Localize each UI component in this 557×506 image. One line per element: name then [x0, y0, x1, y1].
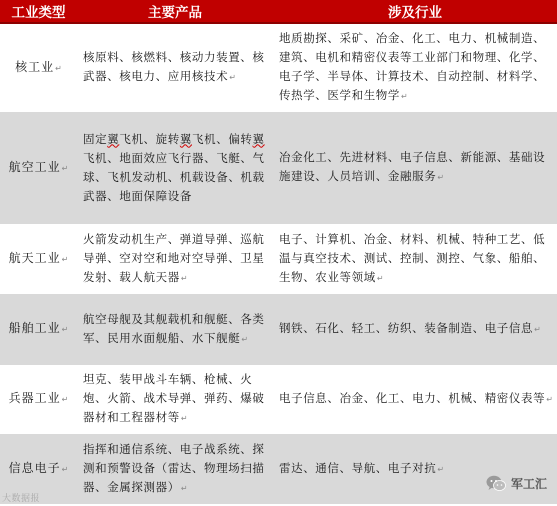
cell-end-mark-icon: ↵ [61, 254, 69, 264]
products-text: 指挥和通信系统、电子战系统、探测和预警设备（雷达、物理场扫描器、金属探测器） [83, 442, 265, 495]
products-text: 坦克、装甲战斗车辆、枪械、火炮、火箭、战术导弹、弹药、爆破器材和工程器材等 [83, 372, 265, 424]
industry-type-text: 信息电子 [8, 461, 61, 476]
industries-text: 地质勘探、采矿、冶金、化工、电力、机械制造、建筑、电机和精密仪表等工业部门和物理、化学、电子学、半导体、计算技术、自动控制、材料学、传热学、医学和生物学 [279, 31, 546, 103]
industry-type-text: 船舶工业 [8, 321, 61, 335]
industries-cell [273, 364, 557, 434]
products-cell [77, 112, 273, 223]
industry-type-cell [0, 23, 77, 112]
table-row [0, 23, 557, 112]
table-row [0, 112, 557, 223]
cell-end-mark-icon: ↵ [180, 414, 188, 423]
header-industry-type: 工业类型 [0, 0, 77, 23]
cell-end-mark-icon: ↵ [61, 163, 69, 173]
industries-cell [273, 112, 557, 223]
cell-end-mark-icon: ↵ [376, 273, 384, 283]
table-row [0, 223, 557, 294]
watermark-brand-text: 军工汇 [510, 477, 547, 491]
cell-end-mark-icon: ↵ [61, 325, 69, 334]
cell-end-mark-icon: ↵ [180, 484, 188, 494]
products-cell [77, 364, 273, 434]
watermark-left: 大数据报 [2, 494, 41, 504]
industries-text: 钢铁、石化、轻工、纺织、装备制造、电子信息 [279, 321, 534, 335]
header-main-products: 主要产品 [77, 0, 273, 23]
spell-check-mark: 翼 [107, 131, 120, 146]
products-text: 航空母舰及其舰载机和舰艇、各类军、民用水面舰船、水下舰艇 [83, 311, 265, 345]
wechat-icon [486, 475, 506, 492]
industries-text: 雷达、通信、导航、电子对抗 [279, 461, 437, 476]
industries-cell [273, 23, 557, 112]
watermark-right [486, 475, 547, 492]
industry-type-cell [0, 294, 77, 364]
cell-end-mark-icon: ↵ [546, 395, 553, 404]
industry-type-text: 航天工业 [8, 250, 61, 265]
industry-type-cell [0, 223, 77, 294]
header-related-industries: 涉及行业 [273, 0, 557, 23]
table-header-row [0, 0, 557, 23]
cell-end-mark-icon: ↵ [401, 92, 408, 102]
industries-text: 电子信息、冶金、化工、电力、机械、精密仪表等 [279, 391, 546, 405]
products-cell [77, 23, 273, 112]
industry-type-text: 航空工业 [8, 159, 61, 174]
industries-text: 冶金化工、先进材料、电子信息、新能源、基础设施建设、人员培训、金融服务 [279, 150, 546, 183]
products-cell [77, 223, 273, 294]
products-cell [77, 434, 273, 504]
cell-end-mark-icon: ↵ [534, 325, 541, 334]
cell-end-mark-icon: ↵ [229, 73, 236, 83]
industry-type-cell [0, 112, 77, 223]
table-row [0, 294, 557, 364]
cell-end-mark-icon: ↵ [180, 273, 188, 283]
cell-end-mark-icon: ↵ [437, 465, 445, 475]
cell-end-mark-icon: ↵ [61, 465, 69, 475]
industry-type-cell [0, 364, 77, 434]
industries-cell [273, 223, 557, 294]
products-cell [77, 294, 273, 364]
industry-type-text: 核工业 [15, 59, 55, 74]
cell-end-mark-icon: ↵ [55, 63, 62, 73]
spell-check-mark: 翼 [252, 131, 265, 146]
industries-cell [273, 434, 557, 504]
spell-check-mark: 翼 [179, 131, 192, 146]
table-row [0, 434, 557, 504]
table-row [0, 364, 557, 434]
products-text: 固定翼飞机、旋转翼飞机、偏转翼飞机、地面效应飞行器、飞艇、气球、飞机发动机、机载设备、机载武器、地面保障设备 [83, 131, 265, 203]
industries-cell [273, 294, 557, 364]
products-text: 核原料、核燃料、核动力装置、核武器、核电力、应用核技术 [83, 50, 265, 84]
cell-end-mark-icon: ↵ [437, 173, 445, 182]
industries-text: 电子、计算机、冶金、材料、机械、特种工艺、低温与真空技术、测试、控制、测控、气象、船舶、生物、农业等领域 [279, 231, 546, 284]
products-text: 火箭发动机生产、弹道导弹、巡航导弹、空对空和地对空导弹、卫星发射、载人航天器 [83, 231, 265, 284]
cell-end-mark-icon: ↵ [241, 334, 249, 344]
industry-type-text: 兵器工业 [8, 391, 61, 405]
cell-end-mark-icon: ↵ [61, 395, 69, 404]
